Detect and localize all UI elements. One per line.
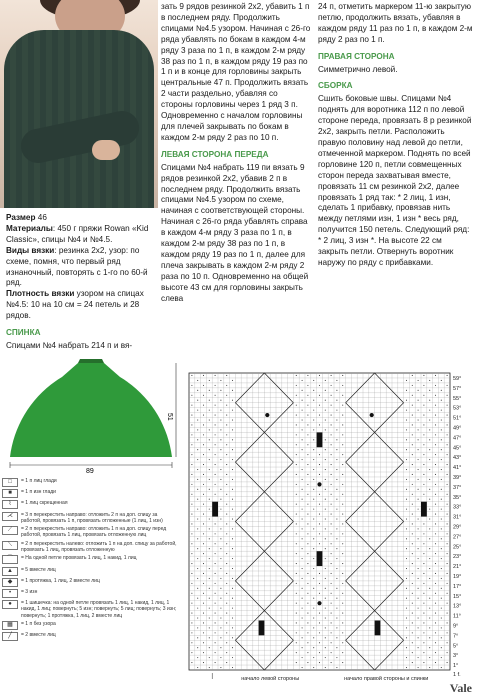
knitting-chart: [183, 367, 475, 685]
bobble-mark: [370, 413, 374, 417]
legend-item: [2, 478, 178, 487]
symbol-legend: [2, 478, 178, 643]
row-label: 33°: [453, 504, 462, 511]
row-label: 17°: [453, 583, 462, 590]
bobble-mark: [317, 482, 321, 486]
column-middle: [161, 2, 311, 304]
row-label: 5°: [453, 643, 459, 650]
row-label: 47°: [453, 435, 462, 442]
row-label: 21°: [453, 564, 462, 571]
bobble-mark: [317, 601, 321, 605]
row-end-label: 1 f.: [453, 672, 461, 678]
back-continued: зать 9 рядов резинкой 2х2, убавить 1 п в последнем ряду. Продолжить спицами №4.5 узором. Начиная с 26-го ряда убавлять по бокам в каждом 4-м ряду 3 раза по 1 п, в каждом 2-м ряду 38 раз по 1 п, в каждом ряду 19 раз по 1 п и в конце для горловины закрыть центральные 47 п. Продолжить вязать 2 части раздельно, убавляя со стороны горловины через 1 ряд 3 п. Одновременно с началом горловины для плечей закрывать по бокам в каждом 2-м ряду 2 раз по 10 п.: [161, 2, 311, 142]
back-heading: СПИНКА: [6, 328, 41, 338]
legend-item: [2, 600, 178, 619]
legend-text: = 2 п перекрестить налево: отложить 1 п на доп. спицу за работой, провязать 1 лиц, провязать отложенную: [21, 540, 177, 553]
row-label: 9°: [453, 623, 459, 630]
bobble-mark: [421, 502, 427, 517]
legend-item: [2, 500, 178, 509]
right-side-text: Симметрично левой.: [318, 64, 398, 74]
brand-logo: Vale: [449, 681, 472, 695]
cape-schematic: [0, 355, 178, 475]
left-front-text: Спицами №4 набрать 119 пи вязать 9 рядов резинкой 2х2, убавив 2 п в последнем ряду. Продолжить вязать спицами №4.5 узором по схеме, начиная с соответствующей стороны. Начиная с 26-го ряда убавлять справа в каждом 4-м ряду 3 раза по 1 п, в каждом 2-м ряду 38 раз по 1 п, в каждом ряду 19 раз по 1 п, далее для плеча закрывать в каждом 2-м ряду 2 раза по 10 п. Одновременно на общей высоте 43 см для горловины закрыть слева: [161, 162, 309, 303]
legend-text: = 5 вместе лиц: [21, 566, 56, 573]
legend-text: = 2 п перекрестить направо: отложить 1 п на доп. спицу перед работой, провязать 1 лиц, провязать отложенную лиц: [21, 526, 167, 539]
row-label: 23°: [453, 554, 462, 561]
left-front-continued: 24 п, отметить маркером 11-ю закрытую петлю, продолжить вязать, убавляя в каждом ряду 11 раз по 1 п, в каждом 2-м ряду 2 раз по 1 п.: [318, 2, 473, 44]
column-left: Размер 46 Материалы: 450 г пряжи Rowan «Kid Classic», спицы №4 и №4.5. Виды вязки: резинка 2х2, узор: по схеме, помня, что первый ряд изнаночный, повторять с 1-го по 60-й ряд. Плотность вязки узором на спицах №4.5: 10 на 10 см = 24 петель и 28 рядов. СПИНКА Спицами №4 набрать 214 п и вя-: [6, 213, 156, 352]
legend-symbol-icon: ●: [2, 600, 18, 609]
left-front-heading: ЛЕВАЯ СТОРОНА ПЕРЕДА: [161, 149, 269, 159]
bobble-mark: [259, 621, 265, 636]
legend-symbol-icon: □: [2, 478, 18, 487]
row-label: 25°: [453, 544, 462, 551]
row-label: 31°: [453, 514, 462, 521]
row-label: 45°: [453, 445, 462, 452]
height-label: 51: [166, 413, 173, 421]
row-label: 51°: [453, 415, 462, 422]
row-label: 27°: [453, 534, 462, 541]
cape-shape: [10, 363, 172, 457]
legend-text: = 1 п без узора: [21, 620, 56, 627]
legend-item: [2, 526, 178, 538]
back-text: Спицами №4 набрать 214 п и вя-: [6, 340, 133, 350]
legend-symbol-icon: •: [2, 589, 18, 598]
legend-item: [2, 512, 178, 524]
legend-symbol-icon: ⋌: [2, 512, 18, 521]
legend-text: = На одной петле провязать 1 лиц, 1 накид, 1 лиц: [21, 555, 137, 562]
legend-symbol-icon: ⌒: [2, 555, 18, 564]
bobble-mark: [265, 413, 269, 417]
legend-text: = 1 шишечка: на одной петле провязать 1 лиц, 1 накид, 1 лиц, 1 накид, 1 лиц; повернуть; 5 изн; повернуть; 5 лиц; повернуть; 3 изн; повернуть; 1 протяжка, 1 лиц, 2 вместе лиц: [21, 600, 177, 619]
legend-item: [2, 578, 178, 587]
row-label: 35°: [453, 494, 462, 501]
row-label: 59°: [453, 375, 462, 382]
row-label: 13°: [453, 603, 462, 610]
column-right: [318, 2, 473, 269]
row-label: 55°: [453, 395, 462, 402]
bobble-mark: [375, 621, 381, 636]
row-label: 57°: [453, 385, 462, 392]
legend-item: [2, 489, 178, 498]
legend-item: [2, 567, 178, 576]
model-photo: [0, 0, 158, 208]
legend-item: [2, 621, 178, 630]
assembly-heading: СБОРКА: [318, 81, 353, 91]
legend-symbol-icon: ╱: [2, 632, 18, 641]
legend-symbol-icon: ▲: [2, 567, 18, 576]
row-label: 43°: [453, 455, 462, 462]
legend-text: = 3 изн: [21, 588, 38, 595]
legend-item: [2, 589, 178, 598]
chart-label-left: начало левой стороны: [241, 676, 300, 682]
legend-symbol-icon: ⌇: [2, 500, 18, 509]
chart-label-right: начало правой стороны и спинки: [344, 676, 429, 682]
row-label: 29°: [453, 524, 462, 531]
bobble-mark: [317, 551, 323, 566]
legend-text: = 1 п изн глади: [21, 489, 56, 496]
row-label: 19°: [453, 573, 462, 580]
width-label: 89: [86, 468, 94, 475]
legend-symbol-icon: ▦: [2, 621, 18, 630]
legend-symbol-icon: ◆: [2, 578, 18, 587]
assembly-text: Сшить боковые швы. Спицами №4 поднять для воротника 112 п по левой стороне переда, провязать 8 р резинкой 2х2, закрыть петли. Расположить правую половину над левой до петли, отмеченной маркером. Поднять по всей горловине 120 п, петли совмещенных сторон переда захватывая вместе, провязать 11 см резинкой 2х2, далее провязать 1 ряд так: * 2 лиц, 1 изн, сделать 1 прибавку, провязав нить между петлями изн, 1 изн * весь ряд, получится 150 петель. Следующий ряд: * 2 лиц, 3 изн *. На высоте 22 см закрыть петли. Отвернуть воротник наружу по ряду с прибавками.: [318, 94, 472, 267]
legend-text: = 3 п перекрестить направо: отложить 2 п на доп. спицу за работой, провязать 1 п, провязать отложенные (1 лиц, 1 изн): [21, 511, 163, 524]
legend-symbol-icon: ■: [2, 489, 18, 498]
row-label: 1°: [453, 663, 459, 670]
row-label: 49°: [453, 425, 462, 432]
row-label: 7°: [453, 633, 459, 640]
legend-text: = 2 вместе лиц: [21, 632, 56, 639]
legend-item: [2, 541, 178, 553]
row-label: 37°: [453, 484, 462, 491]
bobble-mark: [317, 432, 323, 447]
row-label: 41°: [453, 465, 462, 472]
right-side-heading: ПРАВАЯ СТОРОНА: [318, 51, 395, 61]
row-label: 3°: [453, 653, 459, 660]
row-label: 11°: [453, 613, 461, 620]
legend-text: = 1 протяжка, 1 лиц, 2 вместе лиц: [21, 577, 100, 584]
bobble-mark: [212, 502, 218, 517]
legend-symbol-icon: ⟋: [2, 526, 18, 535]
legend-text: = 1 п лиц глади: [21, 478, 57, 484]
legend-symbol-icon: ⟍: [2, 541, 18, 550]
row-label: 15°: [453, 593, 462, 600]
row-label: 39°: [453, 474, 462, 481]
row-label: 53°: [453, 405, 462, 412]
legend-item: [2, 555, 178, 564]
legend-text: = 1 лиц скрещенная: [21, 500, 68, 507]
legend-item: [2, 632, 178, 641]
